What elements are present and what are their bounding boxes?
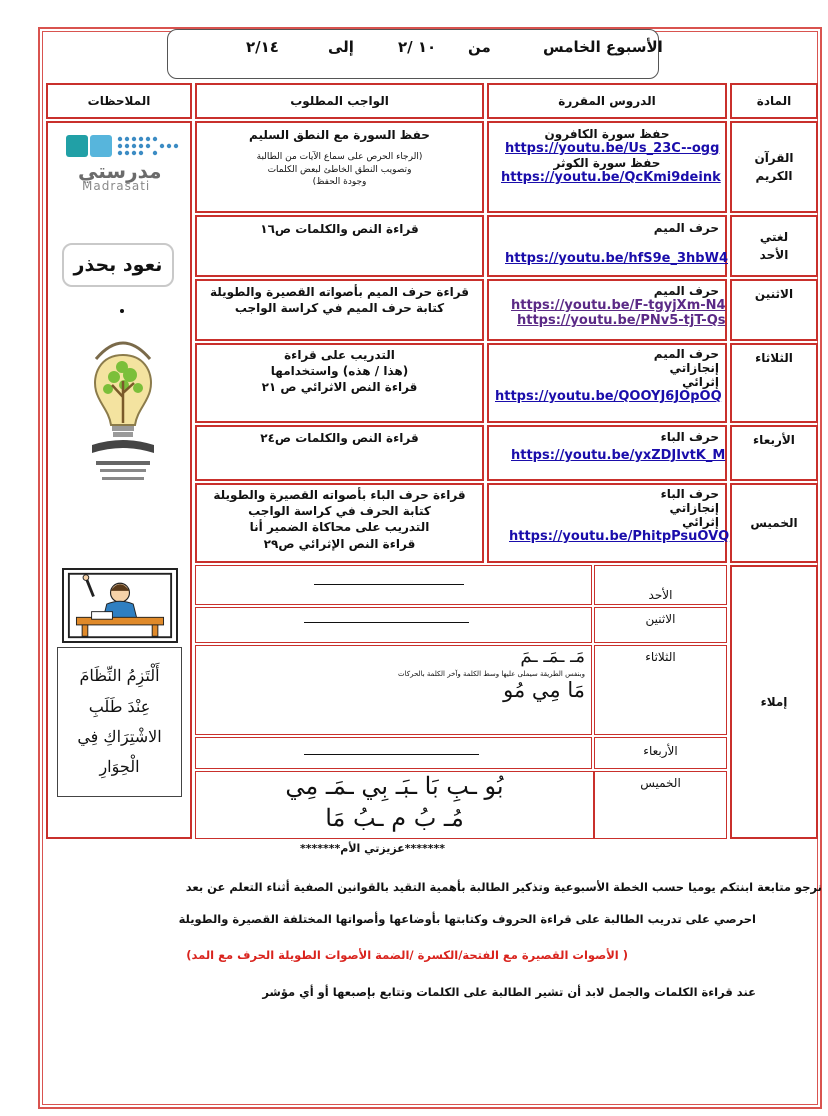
footer-line-4: عند قراءة الكلمات والجمل لابد أن تشير الطالبة على الكلمات وتتابع بإصبعها أو أي مؤشر — [262, 985, 756, 999]
col-header-notes: الملاحظات — [46, 83, 192, 119]
teacher-illustration-icon — [62, 568, 178, 643]
footer-line-2: احرصي على تدريب الطالبة على قراءة الحروف وكتابتها بأوضاعها وأصواتها المختلفة القصيرة والطويلة — [178, 912, 756, 926]
link-tuesday[interactable]: https://youtu.be/QOOYJ6JOpOQ — [495, 389, 722, 404]
subject-sunday — [730, 215, 818, 277]
task-quran-note-3: وجودة الحفظ) — [312, 177, 367, 188]
dictation-day-wednesday-label: الأربعاء — [643, 744, 678, 758]
homework-thursday — [195, 483, 484, 563]
dictation-cell-thursday — [195, 771, 594, 839]
lesson-wednesday: حرف الباء — [660, 430, 719, 444]
dictation-day-wednesday — [594, 737, 727, 769]
homework-wednesday — [195, 425, 484, 481]
col-header-subject: المادة — [730, 83, 818, 119]
subject-sunday-line1: لغتي — [759, 230, 789, 244]
task-thursday-4: قراءة النص الإثرائي ص٢٩ — [263, 536, 416, 551]
to-label: إلى — [328, 38, 354, 56]
task-thursday-2: كتابة الحرف في كراسة الواجب — [248, 504, 431, 519]
naood-text: نعود بحذر — [73, 254, 163, 276]
dictation-day-monday-label: الاثنين — [645, 612, 676, 626]
lessons-quran — [487, 121, 727, 213]
bulb-tree-logo-icon — [82, 333, 164, 493]
dot-mark — [120, 309, 124, 313]
dictation-thursday-line2: مُـ بُ م ـبُ مَا — [325, 804, 464, 832]
dictation-cell-tuesday — [195, 645, 592, 735]
task-thursday-1: قراءة حرف الباء بأصواته القصيرة والطويلة — [213, 488, 466, 502]
task-wednesday: قراءة النص والكلمات ص٢٤ — [260, 431, 419, 445]
lesson-tuesday-3: إثرائي — [682, 375, 719, 389]
rules-line-3: الاشْتِرَاكِ فِي — [77, 727, 162, 746]
link-wednesday[interactable]: https://youtu.be/yxZDJIvtK_M — [511, 448, 726, 463]
lesson-monday: حرف الميم — [653, 284, 719, 298]
lesson-thursday-1: حرف الباء — [660, 487, 719, 501]
dictation-blank-wednesday — [304, 754, 479, 755]
subject-sunday-line2: الأحد — [759, 248, 789, 262]
dictation-day-sunday-label: الأحد — [648, 588, 673, 602]
link-quran-2[interactable]: https://youtu.be/QcKmi9deink — [501, 170, 721, 185]
task-tuesday-2: (هذا / هذه) واستخدامها — [270, 364, 409, 379]
task-tuesday-3: قراءة النص الاثرائي ص ٢١ — [261, 380, 418, 395]
madrasati-dots-icon — [60, 133, 185, 161]
lesson-sunday: حرف الميم — [653, 221, 719, 235]
rules-line-2: عِنْدَ طَلَبِ — [88, 696, 151, 716]
dictation-blank-sunday — [314, 584, 464, 585]
task-quran-note-2: وتصويب النطق الخاطئ لبعض الكلمات — [267, 164, 412, 175]
dictation-blank-monday — [304, 622, 469, 623]
task-quran-note-1: (الرجاء الحرص على سماع الآيات من الطالبة — [256, 152, 423, 163]
lesson-tuesday-2: إنجازاتي — [669, 361, 719, 375]
task-monday-1: قراءة حرف الميم بأصواته القصيرة والطويلة — [209, 285, 470, 299]
lessons-wednesday — [487, 425, 727, 481]
col-header-homework: الواجب المطلوب — [195, 83, 484, 119]
dictation-day-sunday — [594, 565, 727, 605]
link-sunday[interactable]: https://youtu.be/hfS9e_3hbW4 — [505, 251, 728, 266]
subject-quran-line1: القرآن — [754, 151, 794, 165]
lesson-quran-2: حفظ سورة الكوثر — [553, 156, 661, 170]
homework-tuesday — [195, 343, 484, 423]
dictation-thursday-line1: بُو ـبِ بَا ـبَـ بِي ـمَـ مِي — [285, 772, 504, 800]
dictation-day-tuesday — [594, 645, 727, 735]
naood-logo — [62, 243, 174, 287]
task-monday-2: كتابة حرف الميم في كراسة الواجب — [234, 301, 445, 316]
task-quran: حفظ السورة مع النطق السليم — [249, 128, 430, 142]
dictation-tuesday-line2: مَا مِي مُو — [503, 678, 585, 702]
dictation-day-tuesday-label: الثلاثاء — [645, 650, 676, 664]
link-monday-1[interactable]: https://youtu.be/F-tgyjXm-N4 — [511, 298, 726, 313]
dictation-tuesday-line1: مَـ ـمَـ ـمَ — [520, 646, 585, 667]
footer-greeting: *******عزيزتي الأم******* — [300, 842, 445, 855]
task-tuesday-1: التدريب على قراءة — [284, 348, 395, 362]
homework-sunday — [195, 215, 484, 277]
dictation-cell-sunday — [195, 565, 592, 605]
subject-quran-line2: الكريم — [755, 169, 793, 183]
dictation-cell-monday — [195, 607, 592, 643]
week-label: الأسبوع الخامس — [543, 38, 663, 56]
link-quran-1[interactable]: https://youtu.be/Us_23C--ogg — [505, 141, 720, 156]
task-sunday: قراءة النص والكلمات ص١٦ — [260, 222, 419, 236]
task-thursday-3: التدريب على محاكاة الضمير أنا — [249, 520, 430, 535]
footer-line-1: نرجو متابعة ابنتكم يوميا حسب الخطة الأسبوعية وتذكير الطالبة بأهمية التقيد بالقوانين الصفية أثناء التعلم عن بعد — [185, 880, 822, 894]
subject-monday: الاثنين — [730, 279, 818, 341]
lessons-monday — [487, 279, 727, 341]
madrasati-arabic: مدرستي — [78, 159, 162, 183]
lesson-tuesday-1: حرف الميم — [653, 347, 719, 361]
class-rules-box — [57, 647, 182, 797]
footer-line-3: ( الأصوات القصيرة مع الفتحة/الكسرة /الضمة الأصوات الطويلة الحرف مع المد) — [186, 948, 628, 962]
subject-wednesday: الأربعاء — [730, 425, 818, 481]
to-date: ٢/١٤ — [246, 38, 279, 56]
subject-tuesday: الثلاثاء — [730, 343, 818, 423]
dictation-tuesday-note: وبنفس الطريقة سيملى عليها وسط الكلمة وآخر الكلمة بالحركات — [398, 670, 585, 678]
homework-monday — [195, 279, 484, 341]
lesson-thursday-2: إنجازاتي — [669, 501, 719, 515]
link-thursday[interactable]: https://youtu.be/PhitpPsuOVQ — [509, 529, 730, 544]
from-label: من — [468, 38, 491, 56]
lesson-quran-1: حفظ سورة الكافرون — [544, 127, 670, 141]
dictation-day-thursday-label: الخميس — [640, 776, 681, 790]
lessons-thursday — [487, 483, 730, 563]
dictation-day-thursday — [594, 771, 727, 839]
dictation-cell-wednesday — [195, 737, 592, 769]
lessons-tuesday — [487, 343, 727, 423]
col-header-lessons: الدروس المقررة — [487, 83, 727, 119]
dictation-day-monday — [594, 607, 727, 643]
lesson-thursday-3: إثرائي — [682, 515, 719, 529]
rules-line-4: الْحِوَارِ — [99, 757, 140, 777]
subject-quran — [730, 121, 818, 213]
homework-quran — [195, 121, 484, 213]
madrasati-logo — [60, 133, 185, 193]
madrasati-english: Madrasati — [82, 179, 151, 193]
rules-line-1: أَلْتَزِمُ النِّظَامَ — [79, 666, 160, 686]
lessons-sunday — [487, 215, 727, 277]
link-monday-2[interactable]: https://youtu.be/PNv5-tjT-Qs — [517, 313, 726, 328]
subject-dictation: إملاء — [730, 565, 818, 839]
from-date: ١٠ /٢ — [398, 38, 437, 56]
subject-thursday: الخميس — [730, 483, 818, 563]
week-title-box — [167, 29, 663, 79]
